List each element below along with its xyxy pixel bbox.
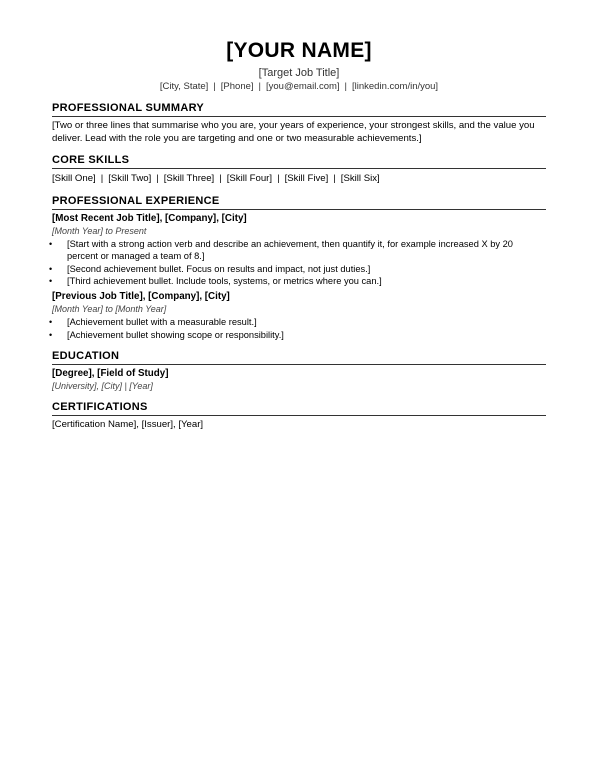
bullet-item: • [Start with a strong action verb and describe an achievement, then quantify it, for example increased X by 20 percent or managed a team of 8.] [52,238,546,263]
job-heading: [Most Recent Job Title], [Company], [City] [52,212,247,224]
education-degree: [Degree], [Field of Study] [52,367,169,379]
skill-item: [Skill Five] [284,173,329,184]
resume-name: [YOUR NAME] [226,39,372,62]
skill-separator: | [219,173,222,184]
contact-separator: | [344,81,347,92]
section-title-summary: PROFESSIONAL SUMMARY [52,101,546,117]
skills-section [52,153,546,186]
contact-linkedin: [linkedin.com/in/you] [352,81,439,92]
contact-separator: | [258,81,261,92]
skill-separator: | [333,173,336,184]
education-entry [52,368,546,393]
skill-separator: | [277,173,280,184]
education-section [52,349,546,393]
skill-item: [Skill Two] [108,173,152,184]
target-job-title: [Target Job Title] [258,67,340,79]
job-entry [52,213,546,288]
contact-email: [you@email.com] [266,81,340,92]
bullet-item: • [Third achievement bullet. Include tools, systems, or metrics where you can.] [52,275,546,287]
summary-section [52,101,546,145]
contact-city: [City, State] [159,81,209,92]
skill-separator: | [100,173,104,184]
contact-separator: | [213,81,216,92]
section-title-certifications: CERTIFICATIONS [52,400,546,416]
job-bullets [52,238,546,288]
skill-separator: | [156,173,159,184]
skill-item: [Skill Three] [163,173,215,184]
job-bullets [52,316,546,341]
job-dates: [Month Year] to [Month Year] [52,304,167,315]
section-title-experience: PROFESSIONAL EXPERIENCE [52,194,546,210]
job-entry [52,291,546,341]
skill-item: [Skill Six] [340,173,380,184]
bullet-item: • [Achievement bullet showing scope or responsibility.] [52,329,546,341]
bullet-item: • [Second achievement bullet. Focus on results and impact, not just duties.] [52,263,546,275]
certification-text: [Certification Name], [Issuer], [Year] [52,419,204,431]
section-title-skills: CORE SKILLS [52,153,546,169]
resume-page [52,38,546,432]
certifications-section [52,400,546,432]
bullet-item: • [Achievement bullet with a measurable result.] [52,316,546,328]
job-dates: [Month Year] to Present [52,226,147,236]
skill-item: [Skill Four] [226,173,273,184]
job-heading: [Previous Job Title], [Company], [City] [52,290,230,302]
skills-list [52,173,546,186]
experience-section [52,194,546,341]
contact-phone: [Phone] [220,81,254,92]
contact-line [52,80,546,93]
education-details: [University], [City] | [Year] [52,381,153,392]
summary-text: [Two or three lines that summarise who you are, your years of experience, your strongest skills, and the value you deliver. Lead with the role you are targeting and one or two measurable achievements.] [52,120,535,144]
skill-item: [Skill One] [52,173,96,184]
section-title-education: EDUCATION [52,349,546,365]
